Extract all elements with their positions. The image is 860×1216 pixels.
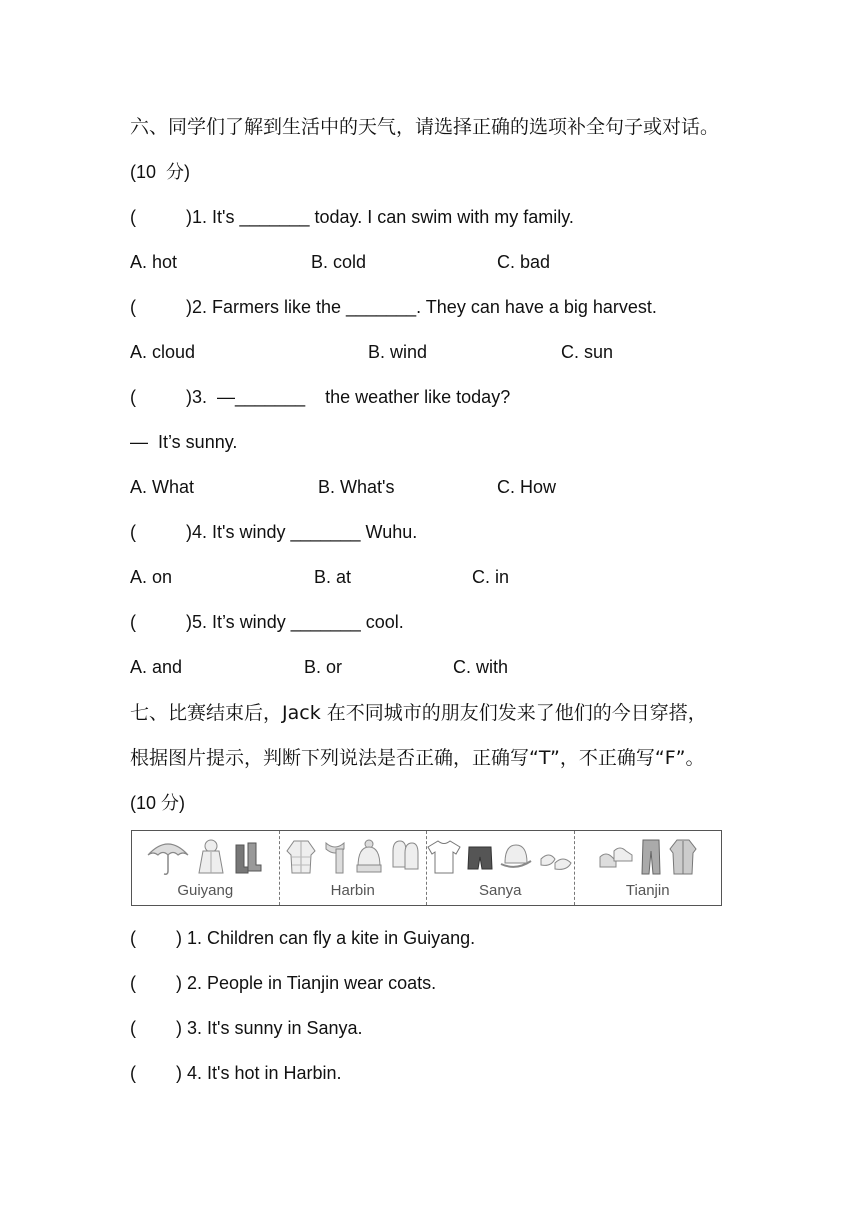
rain-boots-icon bbox=[232, 837, 264, 877]
shorts-icon bbox=[467, 837, 493, 877]
sandals-icon bbox=[539, 837, 573, 877]
question-5-stem: ( )5. It’s windy _______ cool. bbox=[130, 612, 404, 632]
raincoat-icon bbox=[196, 837, 226, 877]
q3-option-c: C. How bbox=[497, 477, 557, 497]
mittens-icon bbox=[390, 837, 420, 877]
city-label-sanya: Sanya bbox=[478, 882, 522, 899]
sun-hat-icon bbox=[499, 837, 533, 877]
city-label-guiyang: Guiyang bbox=[177, 882, 234, 899]
q4-option-c: C. in bbox=[472, 567, 510, 587]
city-label-harbin: Harbin bbox=[330, 882, 375, 899]
statement-3: ( ) 3. It's sunny in Sanya. bbox=[130, 1018, 363, 1038]
statement-2: ( ) 2. People in Tianjin wear coats. bbox=[130, 973, 437, 993]
section7-title-line1: 七、比赛结束后，Jack 在不同城市的朋友们发来了他们的今日穿搭， bbox=[130, 702, 707, 724]
city-cell-sanya bbox=[427, 831, 575, 905]
q5-option-b: B. or bbox=[304, 657, 343, 677]
section7-score: (10 分) bbox=[130, 793, 186, 813]
statement-1: ( ) 1. Children can fly a kite in Guiyang. bbox=[130, 928, 476, 948]
section7-title-line2: 根据图片提示，判断下列说法是否正确，正确写“T”，不正确写“F”。 bbox=[130, 747, 705, 769]
question-3-answer-line: — It’s sunny. bbox=[130, 432, 238, 452]
q4-option-a: A. on bbox=[130, 567, 173, 587]
knit-hat-icon bbox=[354, 837, 384, 877]
city-label-tianjin: Tianjin bbox=[625, 882, 670, 899]
q5-option-c: C. with bbox=[453, 657, 509, 677]
q5-option-a: A. and bbox=[130, 657, 183, 677]
q1-option-c: C. bad bbox=[497, 252, 551, 272]
city-cell-harbin bbox=[280, 831, 428, 905]
q4-option-b: B. at bbox=[314, 567, 352, 587]
question-2-stem: ( )2. Farmers like the _______. They can have a big harvest. bbox=[130, 297, 657, 317]
umbrella-icon bbox=[146, 837, 190, 877]
section6-score: (10 分) bbox=[130, 162, 191, 182]
question-3-stem: ( )3. —_______ the weather like today? bbox=[130, 387, 511, 407]
sneakers-icon bbox=[598, 837, 634, 877]
q3-option-b: B. What's bbox=[318, 477, 395, 497]
q3-option-a: A. What bbox=[130, 477, 195, 497]
section6-title: 六、同学们了解到生活中的天气，请选择正确的选项补全句子或对话。 bbox=[130, 116, 720, 138]
q2-option-b: B. wind bbox=[368, 342, 428, 362]
city-clothing-picture-table bbox=[131, 830, 722, 906]
question-1-stem: ( )1. It's _______ today. I can swim with my family. bbox=[130, 207, 574, 227]
q2-option-c: C. sun bbox=[561, 342, 614, 362]
city-cell-guiyang bbox=[132, 831, 280, 905]
q1-option-b: B. cold bbox=[311, 252, 367, 272]
t-shirt-icon bbox=[427, 837, 461, 877]
trousers-icon bbox=[640, 837, 662, 877]
scarf-icon bbox=[322, 837, 348, 877]
q2-option-a: A. cloud bbox=[130, 342, 196, 362]
statement-4: ( ) 4. It's hot in Harbin. bbox=[130, 1063, 342, 1083]
down-jacket-icon bbox=[286, 837, 316, 877]
coat-icon bbox=[668, 837, 698, 877]
question-4-stem: ( )4. It's windy _______ Wuhu. bbox=[130, 522, 418, 542]
q1-option-a: A. hot bbox=[130, 252, 178, 272]
city-cell-tianjin bbox=[575, 831, 722, 905]
